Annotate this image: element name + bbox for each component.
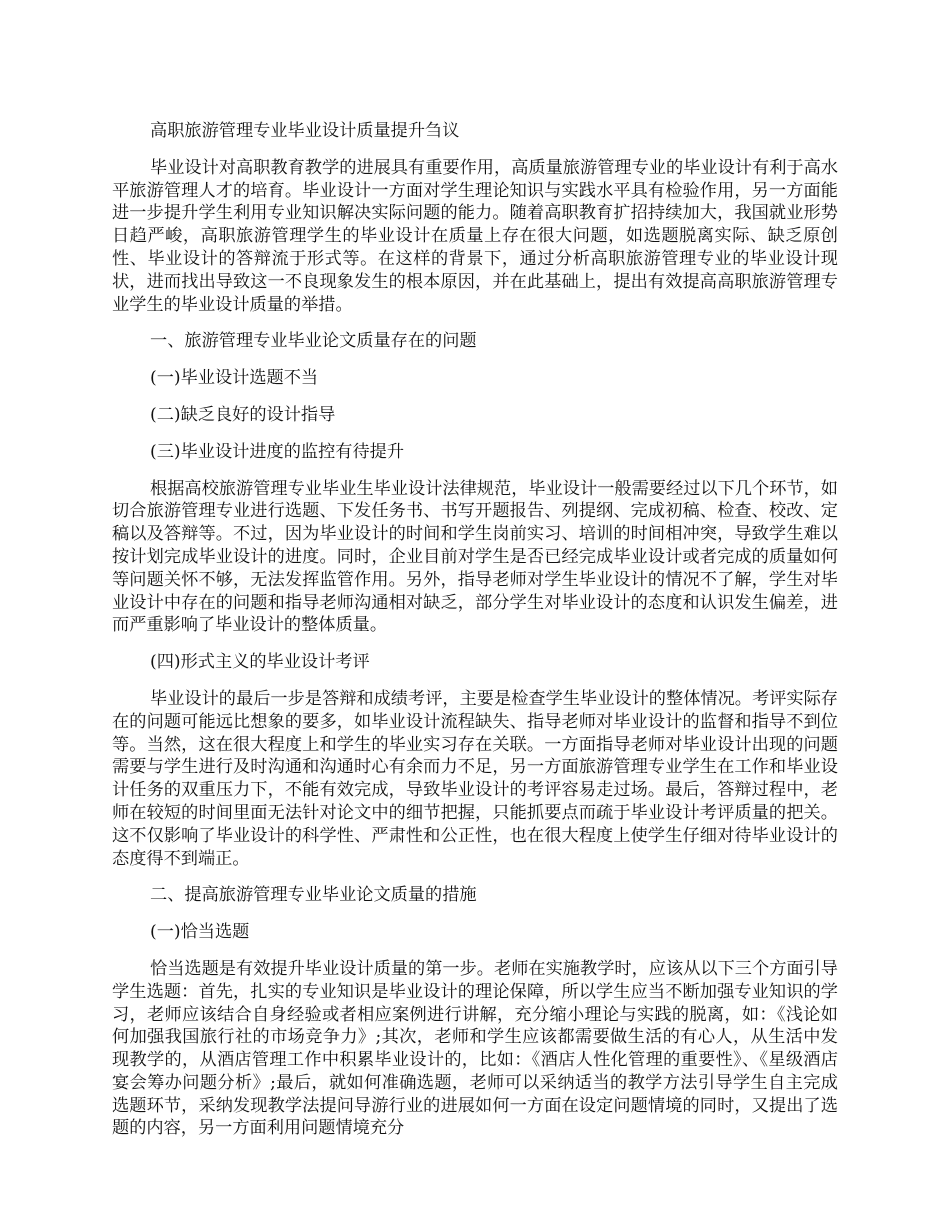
section-heading-1: 一、旅游管理专业毕业论文质量存在的问题 — [150, 331, 477, 352]
subsection-heading-1-1: (一)毕业设计选题不当 — [150, 368, 319, 389]
subsection-heading-1-4: (四)形式主义的毕业设计考评 — [150, 652, 370, 673]
subsection-heading-1-3: (三)毕业设计进度的监控有待提升 — [150, 441, 405, 462]
paragraph-progress-monitoring: 根据高校旅游管理专业毕业生毕业设计法律规范，毕业设计一般需要经过以下几个环节，如切合旅游管理专业进行选题、下发任务书、书写开题报告、列提纲、完成初稿、检查、校改、定稿以及答辩等。不过，因为毕业设计的时间和学生岗前实习、培训的时间相冲突，导致学生难以按计划完成毕业设计的进度。同时，企业目前对学生是否已经完成毕业设计或者完成的质量如何等问题关怀不够，无法发挥监管作用。另外，指导老师对学生毕业设计的情况不了解，学生对毕业设计中存在的问题和指导老师沟通相对缺乏，部分学生对毕业设计的态度和认识发生偏差，进而严重影响了毕业设计的整体质量。 — [112, 478, 838, 636]
intro-paragraph: 毕业设计对高职教育教学的进展具有重要作用，高质量旅游管理专业的毕业设计有利于高水平旅游管理人才的培育。毕业设计一方面对学生理论知识与实践水平具有检验作用，另一方面能进一步提升学生利用专业知识解决实际问题的能力。随着高职教育扩招持续加大，我国就业形势日趋严峻，高职旅游管理学生的毕业设计在质量上存在很大问题，如选题脱离实际、缺乏原创性、毕业设计的答辩流于形式等。在这样的背景下，通过分析高职旅游管理专业的毕业设计现状，进而找出导致这一不良现象发生的根本原因，并在此基础上，提出有效提高高职旅游管理专业学生的毕业设计质量的举措。 — [112, 157, 838, 315]
subsection-heading-2-1: (一)恰当选题 — [150, 922, 250, 943]
section-heading-2: 二、提高旅游管理专业毕业论文质量的措施 — [150, 885, 477, 906]
paragraph-topic-selection: 恰当选题是有效提升毕业设计质量的第一步。老师在实施教学时，应该从以下三个方面引导学生选题：首先，扎实的专业知识是毕业设计的理论保障，所以学生应当不断加强专业知识的学习，老师应该结合自身经验或者相应案例进行讲解，充分缩小理论与实践的脱离，如：《浅论如何加强我国旅行社的市场竞争力》;其次，老师和学生应该都需要做生活的有心人，从生活中发现教学的，从酒店管理工作中积累毕业设计的，比如：《酒店人性化管理的重要性》、《星级酒店宴会筹办问题分析》;最后，就如何准确选题，老师可以采纳适当的教学方法引导学生自主完成选题环节，采纳发现教学法提问导游行业的进展如何一方面在设定问题情境的同时，又提出了选题的内容，另一方面利用问题情境充分 — [112, 958, 838, 1139]
document-page — [112, 120, 838, 1154]
subsection-heading-1-2: (二)缺乏良好的设计指导 — [150, 404, 336, 425]
paragraph-evaluation: 毕业设计的最后一步是答辩和成绩考评，主要是检查学生毕业设计的整体情况。考评实际存在的问题可能远比想象的要多，如毕业设计流程缺失、指导老师对毕业设计的监督和指导不到位等。当然，这在很大程度上和学生的毕业实习存在关联。一方面指导老师对毕业设计出现的问题需要与学生进行及时沟通和沟通时心有余而力不足，另一方面旅游管理专业学生在工作和毕业设计任务的双重压力下，不能有效完成，导致毕业设计的考评容易走过场。最后，答辩过程中，老师在较短的时间里面无法针对论文中的细节把握，只能抓要点而疏于毕业设计考评质量的把关。这不仅影响了毕业设计的科学性、严肃性和公正性，也在很大程度上使学生仔细对待毕业设计的态度得不到端正。 — [112, 688, 838, 869]
document-title: 高职旅游管理专业毕业设计质量提升刍议 — [150, 121, 460, 141]
